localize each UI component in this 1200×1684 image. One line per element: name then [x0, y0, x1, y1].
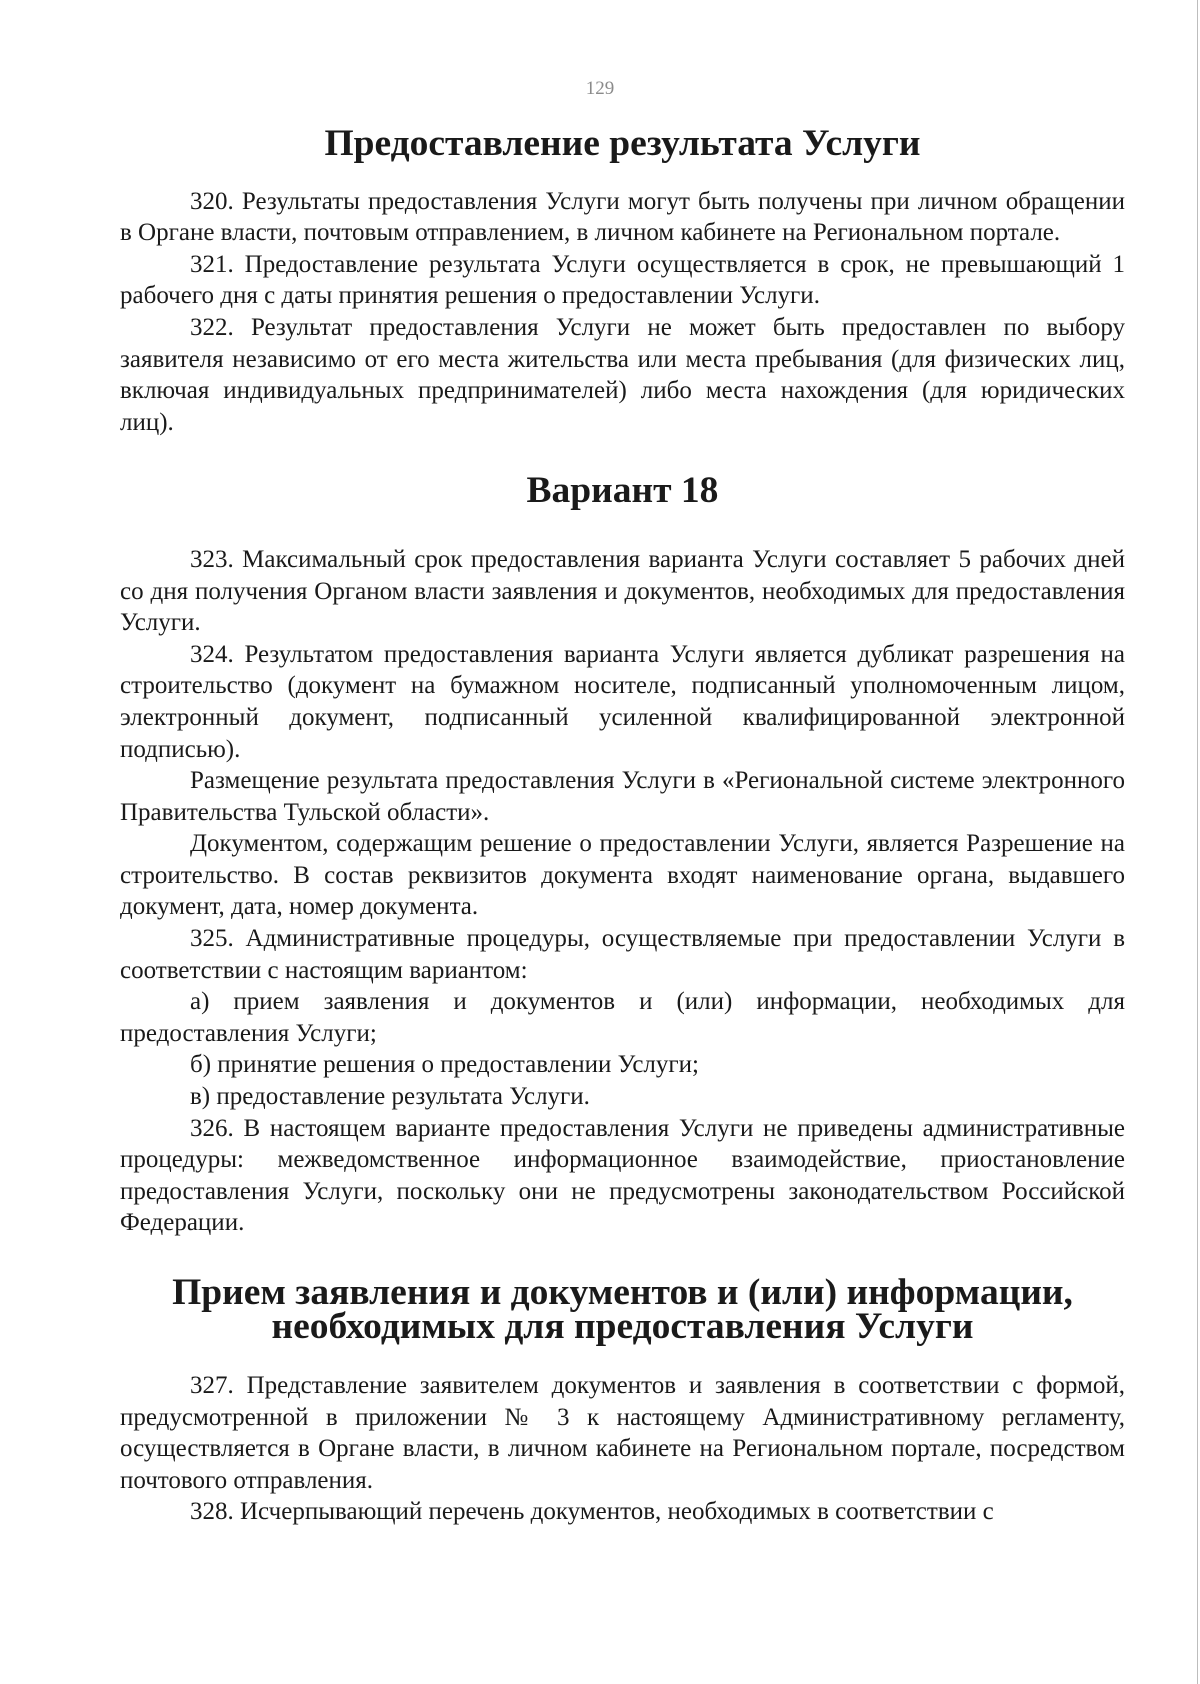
- page-number: 129: [585, 78, 615, 99]
- section-heading-reception: Прием заявления и документов и (или) информации, необходимых для предоставления Услуги: [172, 1272, 1073, 1347]
- paragraph-322: 322. Результат предоставления Услуги не может быть предоставлен по выбору заявителя независимо от его места жительства или места пребывания (для физических лиц, включая индивидуальных предпринимателей) либо места нахождения (для юридических лиц).: [120, 313, 1125, 436]
- paragraph-326: 326. В настоящем варианте предоставления Услуги не приведены административные процедуры: межведомственное информационное взаимодействие, приостановление предоставления Услуги, поскольку они не предусмотрены законодательством Российской Федерации.: [120, 1114, 1125, 1237]
- section-heading-variant: Вариант 18: [526, 470, 719, 512]
- paragraph-324-document: Документом, содержащим решение о предоставлении Услуги, является Разрешение на строительство. В состав реквизитов документа входят наименование органа, выдавшего документ, дата, номер документа.: [120, 830, 1125, 921]
- section-heading-result: Предоставление результата Услуги: [324, 123, 921, 164]
- paragraph-328: 328. Исчерпывающий перечень документов, необходимых в соответствии с: [190, 1498, 994, 1526]
- paragraph-327: 327. Представление заявителем документов и заявления в соответствии с формой, предусмотренной в приложении № 3 к настоящему Административному регламенту, осуществляется в Органе власти, в личном кабинете на Региональном портале, посредством почтового отправления.: [120, 1372, 1125, 1494]
- paragraph-325-item-c: в) предоставление результата Услуги.: [190, 1083, 590, 1111]
- paragraph-325-item-b: б) принятие решения о предоставлении Услуги;: [190, 1051, 699, 1079]
- document-body: [120, 123, 1125, 1528]
- paragraph-321: 321. Предоставление результата Услуги осуществляется в срок, не превышающий 1 рабочего дня с даты принятия решения о предоставлении Услуги.: [120, 250, 1125, 310]
- paragraph-324-placement: Размещение результата предоставления Услуги в «Региональной системе электронного Правительства Тульской области».: [120, 767, 1125, 826]
- paragraph-325: 325. Административные процедуры, осуществляемые при предоставлении Услуги в соответствии с настоящим вариантом:: [120, 925, 1125, 984]
- paragraph-325-item-a: а) прием заявления и документов и (или) информации, необходимых для предоставления Услуги;: [120, 988, 1125, 1047]
- paragraph-324: 324. Результатом предоставления варианта Услуги является дубликат разрешения на строительство (документ на бумажном носителе, подписанный уполномоченным лицом, электронный документ, подписанный усиленной квалифицированной электронной подписью).: [120, 640, 1125, 763]
- paragraph-323: 323. Максимальный срок предоставления варианта Услуги составляет 5 рабочих дней со дня получения Органом власти заявления и документов, необходимых для предоставления Услуги.: [120, 545, 1125, 637]
- scan-edge-line: [1197, 0, 1198, 1684]
- paragraph-320: 320. Результаты предоставления Услуги могут быть получены при личном обращении в Органе власти, почтовым отправлением, в личном кабинете на Региональном портале.: [120, 187, 1125, 247]
